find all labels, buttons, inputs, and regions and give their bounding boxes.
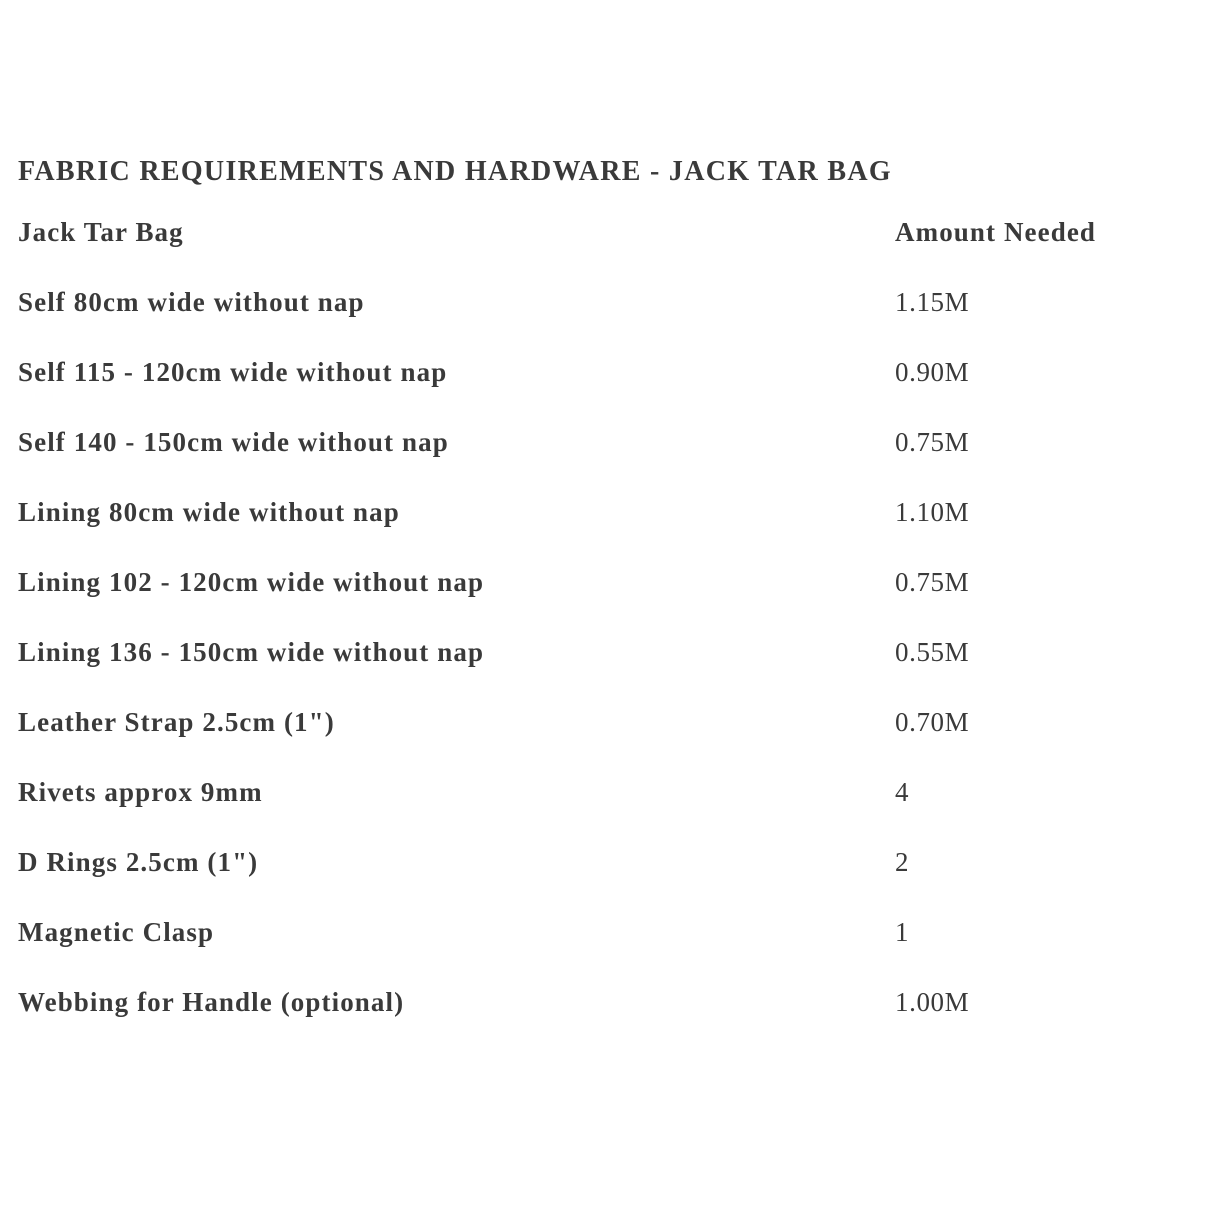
row-amount: 0.75M (895, 427, 970, 457)
row-item: Rivets approx 9mm (18, 777, 263, 807)
row-amount: 2 (895, 847, 910, 877)
table-header-row (18, 208, 1198, 278)
table-row (18, 768, 1198, 838)
row-item: Leather Strap 2.5cm (1") (18, 707, 335, 737)
row-amount: 0.55M (895, 637, 970, 667)
row-amount: 1.00M (895, 987, 970, 1017)
table-row (18, 838, 1198, 908)
table-row (18, 278, 1198, 348)
row-item: Magnetic Clasp (18, 917, 215, 947)
row-amount: 1.15M (895, 287, 970, 317)
row-item: Lining 136 - 150cm wide without nap (18, 637, 485, 667)
table-row (18, 908, 1198, 978)
table-row (18, 978, 1198, 1048)
row-item: Self 80cm wide without nap (18, 287, 365, 317)
table-row (18, 488, 1198, 558)
document (18, 150, 1198, 1048)
row-item: Self 140 - 150cm wide without nap (18, 427, 449, 457)
document-title: FABRIC REQUIREMENTS AND HARDWARE - JACK TAR BAG (18, 156, 892, 187)
column-header-item: Jack Tar Bag (18, 217, 184, 247)
table-row (18, 698, 1198, 768)
table-row (18, 628, 1198, 698)
row-item: Self 115 - 120cm wide without nap (18, 357, 448, 387)
row-item: Webbing for Handle (optional) (18, 987, 405, 1017)
row-item: Lining 102 - 120cm wide without nap (18, 567, 485, 597)
row-amount: 0.75M (895, 567, 970, 597)
row-item: D Rings 2.5cm (1") (18, 847, 259, 877)
row-amount: 1.10M (895, 497, 970, 527)
row-item: Lining 80cm wide without nap (18, 497, 400, 527)
requirements-table (18, 208, 1198, 1048)
row-amount: 1 (895, 917, 910, 947)
table-row (18, 418, 1198, 488)
row-amount: 0.90M (895, 357, 970, 387)
table-row (18, 348, 1198, 418)
table-row (18, 558, 1198, 628)
row-amount: 4 (895, 777, 910, 807)
column-header-amount: Amount Needed (895, 217, 1097, 247)
row-amount: 0.70M (895, 707, 970, 737)
